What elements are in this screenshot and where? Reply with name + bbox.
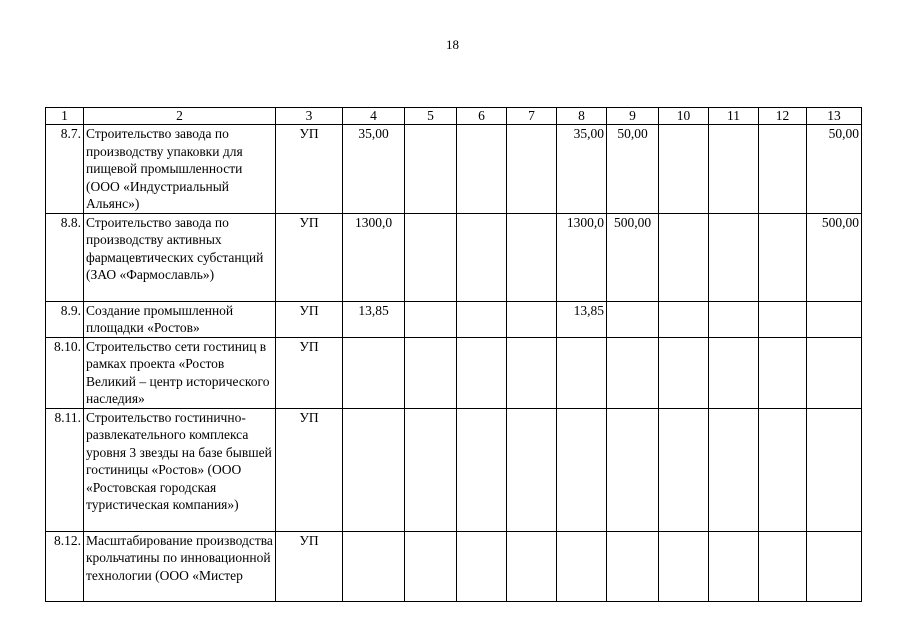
row-value-cell-c6 [457, 408, 507, 531]
row-value-cell-c4: 13,85 [343, 301, 405, 337]
row-value-cell-c11 [709, 531, 759, 601]
row-value-cell-c13: 500,00 [807, 213, 862, 301]
row-value-cell-c5 [405, 125, 457, 214]
row-value-cell-c4: 1300,0 [343, 213, 405, 301]
row-type-cell: УП [276, 531, 343, 601]
row-value-cell-c6 [457, 125, 507, 214]
row-value-cell-c12 [759, 213, 807, 301]
column-header: 6 [457, 108, 507, 125]
row-type-cell: УП [276, 337, 343, 408]
row-value-cell-c9: 500,00 [607, 213, 659, 301]
column-header: 13 [807, 108, 862, 125]
column-header: 3 [276, 108, 343, 125]
row-value-cell-c7 [507, 301, 557, 337]
row-value-cell-c5 [405, 213, 457, 301]
row-name-cell: Создание промышленной площадки «Ростов» [84, 301, 276, 337]
row-value-cell-c13 [807, 301, 862, 337]
row-value-cell-c6 [457, 301, 507, 337]
row-value-cell-c9 [607, 301, 659, 337]
column-header: 1 [46, 108, 84, 125]
row-value-cell-c11 [709, 301, 759, 337]
row-value-cell-c12 [759, 337, 807, 408]
column-header: 10 [659, 108, 709, 125]
row-value-cell-c6 [457, 337, 507, 408]
row-value-cell-c8: 1300,0 [557, 213, 607, 301]
row-value-cell-c6 [457, 531, 507, 601]
column-header: 4 [343, 108, 405, 125]
row-value-cell-c9 [607, 337, 659, 408]
row-value-cell-c9: 50,00 [607, 125, 659, 214]
column-header: 12 [759, 108, 807, 125]
row-value-cell-c5 [405, 531, 457, 601]
row-value-cell-c12 [759, 301, 807, 337]
row-name-cell: Строительство гостинично-развлекательного комплекса уровня 3 звезды на базе бывшей гостиницы «Ростов» (ООО «Ростовская городская туристическая компания») [84, 408, 276, 531]
row-value-cell-c10 [659, 531, 709, 601]
row-value-cell-c9 [607, 531, 659, 601]
row-type-cell: УП [276, 408, 343, 531]
column-header: 7 [507, 108, 557, 125]
column-header: 11 [709, 108, 759, 125]
row-value-cell-c13 [807, 531, 862, 601]
row-value-cell-c13 [807, 408, 862, 531]
table-row [46, 531, 862, 601]
row-type-cell: УП [276, 125, 343, 214]
row-value-cell-c6 [457, 213, 507, 301]
table-row [46, 408, 862, 531]
row-number-cell: 8.12. [46, 531, 84, 601]
row-value-cell-c7 [507, 408, 557, 531]
row-value-cell-c11 [709, 213, 759, 301]
row-number-cell: 8.9. [46, 301, 84, 337]
row-value-cell-c5 [405, 337, 457, 408]
table-header-row [46, 108, 862, 125]
row-value-cell-c10 [659, 337, 709, 408]
column-header: 2 [84, 108, 276, 125]
row-value-cell-c8 [557, 408, 607, 531]
table-row [46, 301, 862, 337]
row-name-cell: Строительство завода по производству упаковки для пищевой промышленности (ООО «Индустриальный Альянс») [84, 125, 276, 214]
row-name-cell: Строительство сети гостиниц в рамках проекта «Ростов Великий – центр исторического наследия» [84, 337, 276, 408]
row-value-cell-c8: 35,00 [557, 125, 607, 214]
row-value-cell-c10 [659, 408, 709, 531]
row-value-cell-c7 [507, 125, 557, 214]
row-number-cell: 8.7. [46, 125, 84, 214]
row-value-cell-c7 [507, 337, 557, 408]
row-value-cell-c10 [659, 301, 709, 337]
column-header: 5 [405, 108, 457, 125]
row-value-cell-c4: 35,00 [343, 125, 405, 214]
row-number-cell: 8.10. [46, 337, 84, 408]
column-header: 9 [607, 108, 659, 125]
row-value-cell-c4 [343, 531, 405, 601]
row-value-cell-c4 [343, 337, 405, 408]
row-type-cell: УП [276, 301, 343, 337]
row-value-cell-c8 [557, 337, 607, 408]
row-value-cell-c11 [709, 125, 759, 214]
column-header: 8 [557, 108, 607, 125]
page-number: 18 [446, 37, 459, 52]
row-value-cell-c7 [507, 531, 557, 601]
row-number-cell: 8.8. [46, 213, 84, 301]
row-value-cell-c13 [807, 337, 862, 408]
row-value-cell-c5 [405, 301, 457, 337]
row-value-cell-c10 [659, 213, 709, 301]
row-name-cell: Масштабирование производства крольчатины по инновационной технологии (ООО «Мистер [84, 531, 276, 601]
table-row [46, 125, 862, 214]
row-value-cell-c11 [709, 337, 759, 408]
row-value-cell-c12 [759, 408, 807, 531]
data-table [45, 107, 862, 602]
table-row [46, 337, 862, 408]
row-value-cell-c12 [759, 125, 807, 214]
row-value-cell-c8 [557, 531, 607, 601]
row-value-cell-c5 [405, 408, 457, 531]
row-value-cell-c4 [343, 408, 405, 531]
row-type-cell: УП [276, 213, 343, 301]
row-value-cell-c8: 13,85 [557, 301, 607, 337]
row-value-cell-c11 [709, 408, 759, 531]
row-value-cell-c13: 50,00 [807, 125, 862, 214]
row-name-cell: Строительство завода по производству активных фармацевтических субстанций (ЗАО «Фармославль») [84, 213, 276, 301]
row-number-cell: 8.11. [46, 408, 84, 531]
row-value-cell-c7 [507, 213, 557, 301]
row-value-cell-c9 [607, 408, 659, 531]
table-row [46, 213, 862, 301]
row-value-cell-c12 [759, 531, 807, 601]
row-value-cell-c10 [659, 125, 709, 214]
